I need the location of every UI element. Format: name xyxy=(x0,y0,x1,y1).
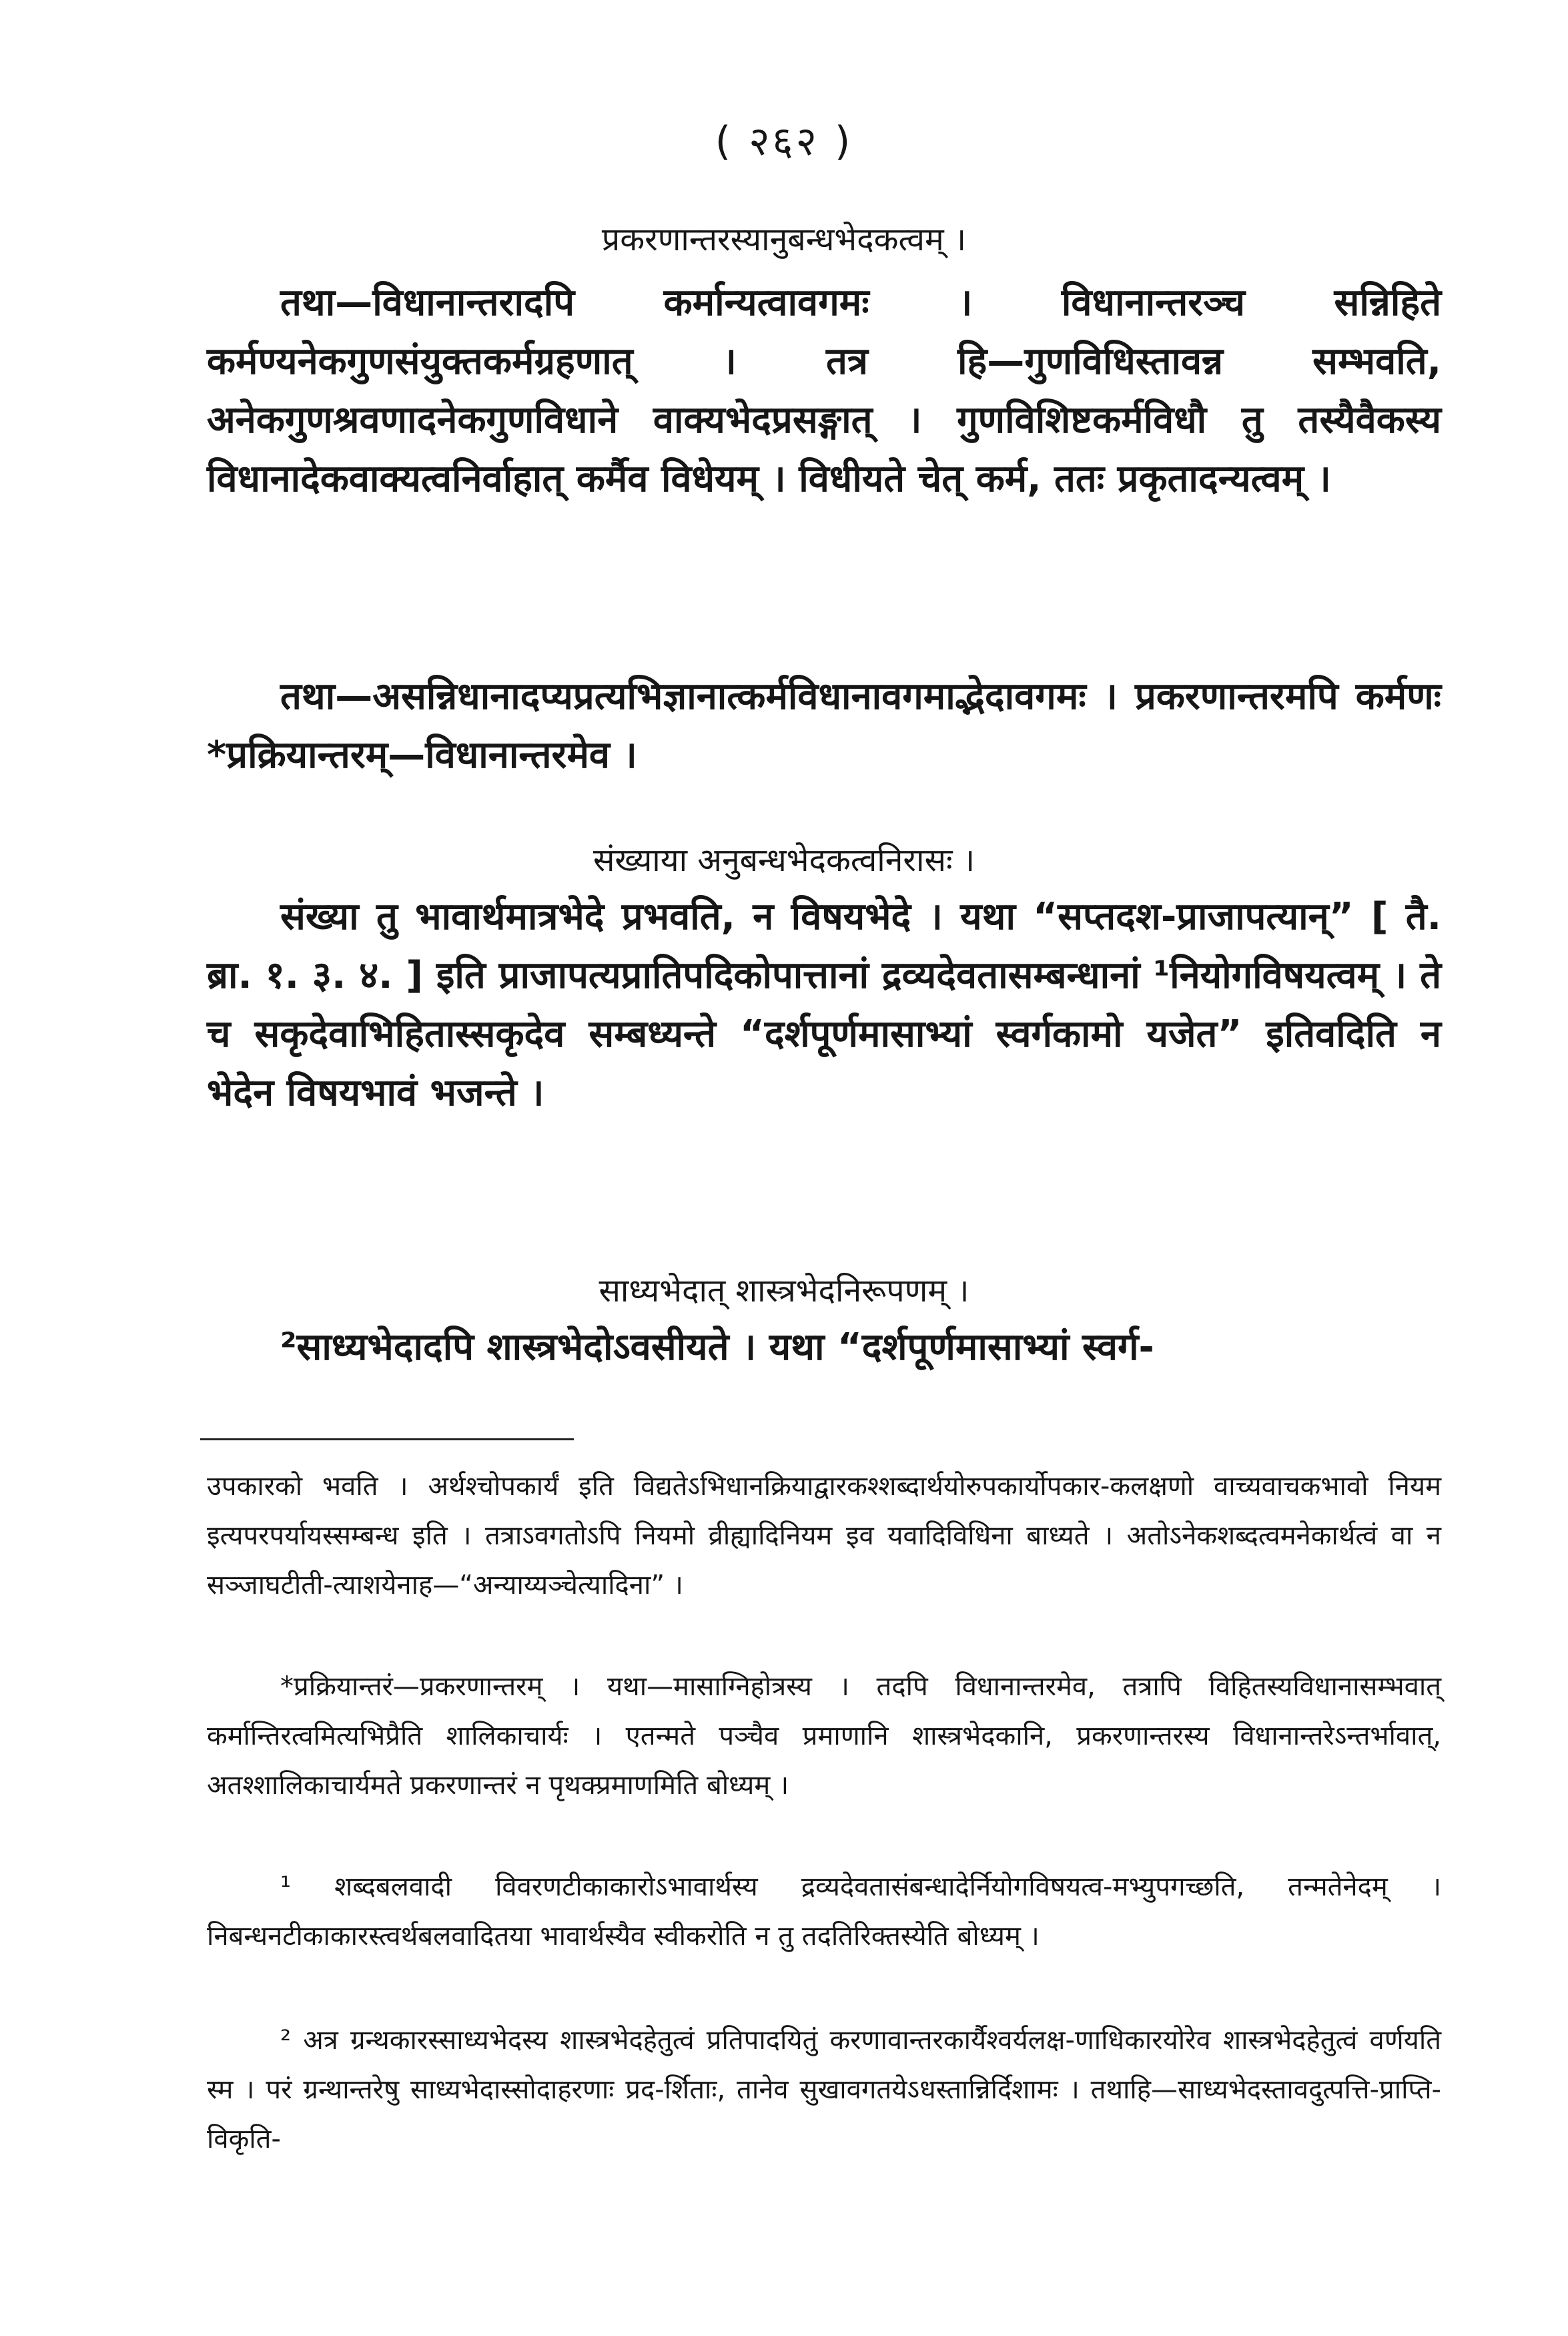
footnote-prakriyantara xyxy=(207,1662,1441,1810)
page-number: ( २६२ ) xyxy=(715,118,853,165)
paragraph-sankhya xyxy=(207,888,1441,1123)
footnote-1 xyxy=(207,1862,1441,1961)
footnote-divider xyxy=(200,1438,574,1440)
footnote-text: *प्रक्रियान्तरं—प्रकरणान्तरम् । यथा—मासाग्निहोत्रस्य । तदपि विधानान्तरमेव, तत्रापि विहितस्यविधानासम्भवात् कर्मान्तिरत्वमित्यभिप्रैति शालिकाचार्यः । एतन्मते पञ्चैव प्रमाणानि शास्त्रभेदकानि, प्रकरणान्तरस्य विधानान्तरेऽन्तर्भावात्, अतश्शालिकाचार्यमते प्रकरणान्तरं न पृथक्प्रमाणमिति बोध्यम् । xyxy=(207,1671,1441,1801)
paragraph-sadhya xyxy=(207,1318,1441,1377)
footnote-continued xyxy=(207,1462,1441,1610)
paragraph-text: संख्या तु भावार्थमात्रभेदे प्रभवति, न विषयभेदे । यथा “सप्तदश-प्राजापत्यान्” [ तै. ब्रा. १. ३. ४. ] इति प्राजापत्यप्रातिपदिकोपात्तानां द्रव्यदेवतासम्बन्धानां ¹नियोगविषयत्वम् । ते च सकृदेवाभिहितास्सकृदेव सम्बध्यन्ते “दर्शपूर्णमासाभ्यां स्वर्गकामो यजेत” इतिवदिति न भेदेन विषयभावं भजन्ते । xyxy=(207,895,1441,1115)
paragraph-vidhanantara xyxy=(207,274,1441,509)
footnote-text: ¹ शब्दबलवादी विवरणटीकाकारोऽभावार्थस्य द्रव्यदेवतासंबन्धादेर्नियोगविषयत्व-मभ्युपगच्छति, तन्मतेनेदम् । निबन्धनटीकाकारस्त्वर्थबलवादितया भावार्थस्यैव स्वीकरोति न तु तदतिरिक्तस्येति बोध्यम् । xyxy=(207,1871,1441,1952)
section-heading-anubandha: प्रकरणान्तरस्यानुबन्धभेदकत्वम् । xyxy=(601,221,967,258)
footnote-2 xyxy=(207,2016,1441,2164)
paragraph-asannidhana xyxy=(207,667,1441,785)
paragraph-text: तथा—असन्निधानादप्यप्रत्यभिज्ञानात्कर्मविधानावगमाद्भेदावगमः । प्रकरणान्तरमपि कर्मणः *प्रक्रियान्तरम्—विधानान्तरमेव । xyxy=(207,675,1441,777)
section-heading-sankhya: संख्याया अनुबन्धभेदकत्वनिरासः । xyxy=(593,842,975,879)
footnote-text: ² अत्र ग्रन्थकारस्साध्यभेदस्य शास्त्रभेदहेतुत्वं प्रतिपादयितुं करणावान्तरकार्यैश्वर्यलक्ष-णाधिकारयोरेव शास्त्रभेदहेतुत्वं वर्णयति स्म । परं ग्रन्थान्तरेषु साध्यभेदास्सोदाहरणाः प्रद-र्शिताः, तानेव सुखावगतयेऽधस्तान्निर्दिशामः । तथाहि—साध्यभेदस्तावदुत्पत्ति-प्राप्ति-विकृति- xyxy=(207,2025,1441,2154)
section-heading-sadhya: साध्यभेदात् शास्त्रभेदनिरूपणम् । xyxy=(599,1272,969,1309)
paragraph-text: ²साध्यभेदादपि शास्त्रभेदोऽवसीयते । यथा “दर्शपूर्णमासाभ्यां स्वर्ग- xyxy=(280,1326,1154,1369)
paragraph-text: तथा—विधानान्तरादपि कर्मान्यत्वावगमः । विधानान्तरञ्च सन्निहिते कर्मण्यनेकगुणसंयुक्तकर्मग्रहणात् । तत्र हि—गुणविधिस्तावन्न सम्भवति, अनेकगुणश्रवणादनेकगुणविधाने वाक्यभेदप्रसङ्गात् । गुणविशिष्टकर्मविधौ तु तस्यैवैकस्य विधानादेकवाक्यत्वनिर्वाहात् कर्मैव विधेयम् । विधीयते चेत् कर्म, ततः प्रकृतादन्यत्वम् । xyxy=(207,281,1441,501)
footnote-text: उपकारको भवति । अर्थश्चोपकार्यं इति विद्यतेऽभिधानक्रियाद्वारकश्शब्दार्थयोरुपकार्योपकार-कलक्षणो वाच्यवाचकभावो नियम इत्यपरपर्यायस्सम्बन्ध इति । तत्राऽवगतोऽपि नियमो व्रीह्यादिनियम इव यवादिविधिना बाध्यते । अतोऽनेकशब्दत्वमनेकार्थत्वं वा न सञ्जाघटीती-त्याशयेनाह—“अन्याय्यञ्चेत्यादिना” । xyxy=(207,1471,1441,1600)
